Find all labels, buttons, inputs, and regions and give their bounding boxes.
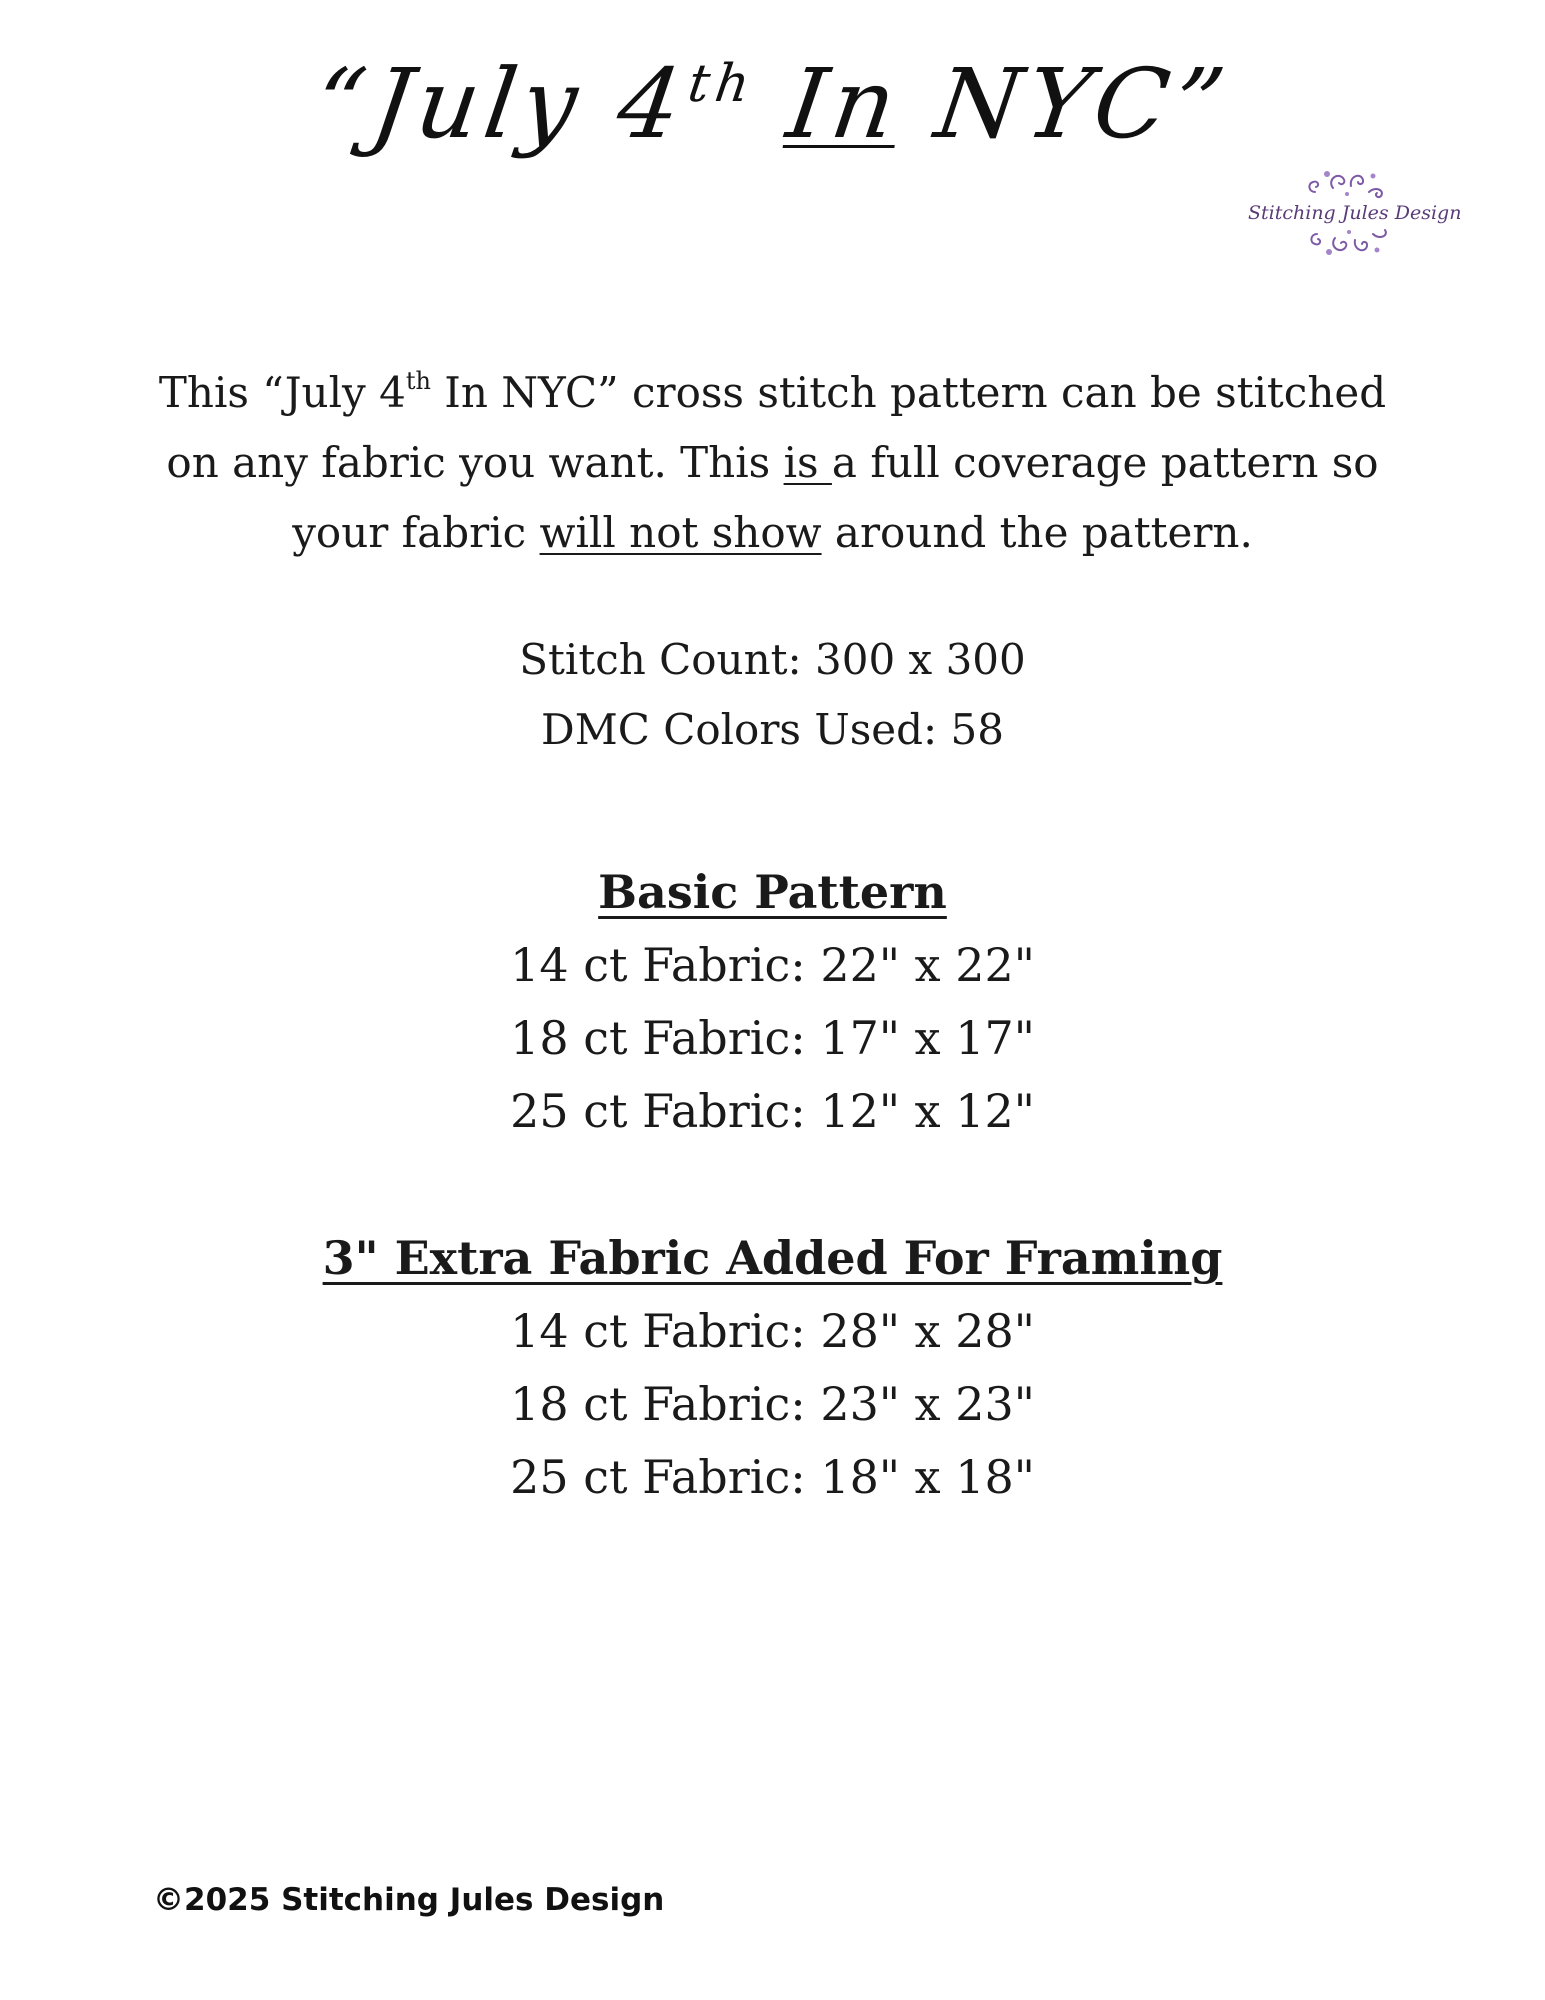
basic-pattern-heading: Basic Pattern xyxy=(598,865,947,919)
title-main: July 4 xyxy=(365,48,694,160)
page-title xyxy=(0,48,1545,160)
extra-fabric-heading: 3" Extra Fabric Added For Framing xyxy=(322,1231,1223,1285)
intro-line-1-text-a: This “July 4 xyxy=(158,368,406,417)
fabric-size-row: 25 ct Fabric: 12" x 12" xyxy=(510,1084,1035,1138)
fabric-size-row: 18 ct Fabric: 23" x 23" xyxy=(510,1377,1035,1431)
logo-text: Stitching Jules Design xyxy=(1248,202,1462,224)
fabric-size-row: 14 ct Fabric: 28" x 28" xyxy=(510,1304,1035,1358)
intro-line-3-text-a: your fabric xyxy=(292,508,540,557)
title-superscript: th xyxy=(684,54,760,114)
swirl-ornament-top-icon xyxy=(1303,166,1393,200)
fabric-size-row: 14 ct Fabric: 22" x 22" xyxy=(510,938,1035,992)
title-city: NYC xyxy=(929,48,1183,160)
intro-line-2 xyxy=(150,428,1395,498)
extra-fabric-section xyxy=(0,1222,1545,1514)
copyright-footer: ©2025 Stitching Jules Design xyxy=(153,1882,665,1918)
intro-line-2-text-b: a full coverage pattern so xyxy=(831,438,1379,487)
intro-line-1 xyxy=(150,346,1395,428)
intro-line-3-underlined: will not show xyxy=(539,508,822,557)
pattern-specs xyxy=(0,625,1545,765)
intro-line-2-text-a: on any fabric you want. This xyxy=(166,438,784,487)
stitch-count: Stitch Count: 300 x 300 xyxy=(519,635,1026,684)
intro-line-1-text-b: In NYC” cross stitch pattern can be stitched xyxy=(430,368,1387,417)
swirl-ornament-bottom-icon xyxy=(1303,226,1393,260)
intro-line-3-text-b: around the pattern. xyxy=(821,508,1253,557)
intro-paragraph xyxy=(150,346,1395,568)
basic-pattern-section xyxy=(0,856,1545,1148)
brand-logo xyxy=(1248,166,1462,286)
title-in-word: In xyxy=(780,48,909,160)
dmc-colors-used: DMC Colors Used: 58 xyxy=(541,705,1004,754)
title-close-quote: ” xyxy=(1166,48,1238,160)
intro-line-3 xyxy=(150,498,1395,568)
intro-line-1-superscript: th xyxy=(405,367,431,395)
title-open-quote: “ xyxy=(307,48,381,160)
fabric-size-row: 25 ct Fabric: 18" x 18" xyxy=(510,1450,1035,1504)
intro-line-2-underlined: is xyxy=(783,438,832,487)
fabric-size-row: 18 ct Fabric: 17" x 17" xyxy=(510,1011,1035,1065)
